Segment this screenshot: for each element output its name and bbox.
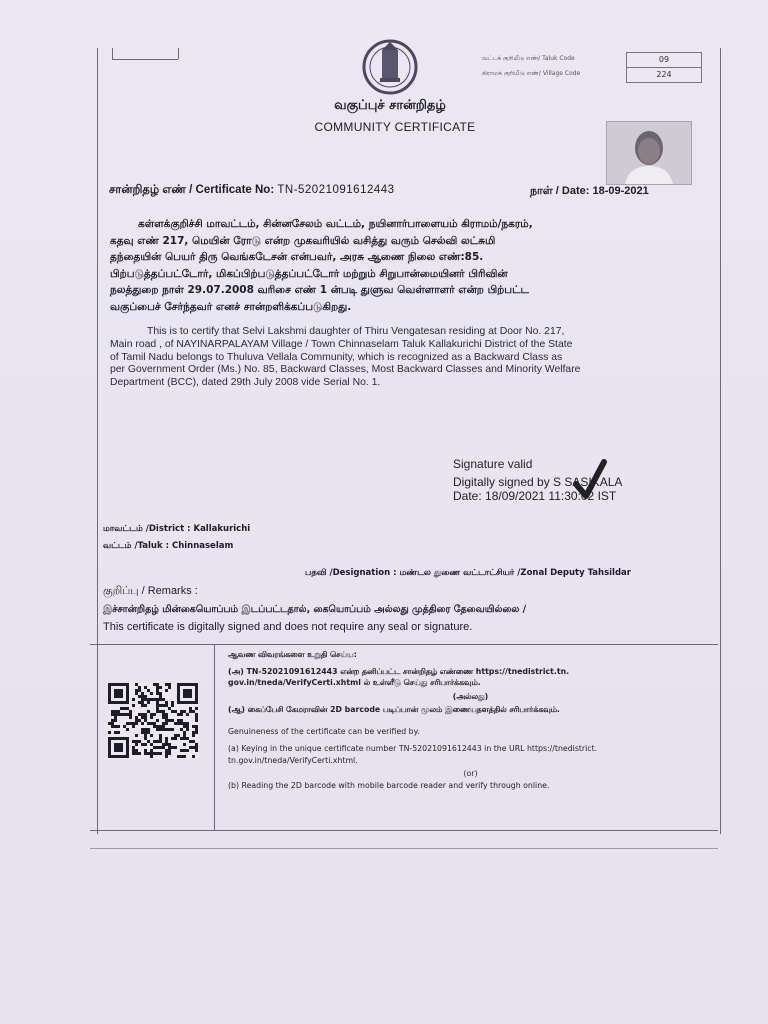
body-english-line: per Government Order (Ms.) No. 85, Backward Classes, Most Backward Classes and Minority Welfare (110, 364, 581, 376)
certificate-number-row (109, 184, 395, 198)
taluk-code-value: 09 (626, 52, 702, 68)
taluk-label: வட்டம் /Taluk : (103, 541, 169, 551)
top-left-tab (112, 48, 113, 59)
body-tamil-line: கதவு எண் 217, மெயின் ரோடு என்ற முகவரியில் வசித்து வரும் செல்வி லட்சுமி (110, 234, 496, 247)
verify-heading-tamil: ஆவண விவரங்களை உறுதி செய்ய: (228, 650, 357, 659)
district-label: மாவட்டம் /District : (103, 524, 191, 534)
date-value: 18-09-2021 (592, 185, 649, 197)
body-english-line: This is to certify that Selvi Lakshmi daughter of Thiru Vengatesan residing at Door No. 217, (147, 326, 565, 337)
verify-a-english-line2: tn.gov.in/tneda/VerifyCerti.xhtml. (228, 755, 358, 765)
top-left-tab-right (178, 48, 179, 59)
verify-a-english-line1: (a) Keying in the unique certificate number TN-52021091612443 in the URL https://tnedistrict. (228, 744, 598, 753)
body-tamil-line: கள்ளக்குறிச்சி மாவட்டம், சின்னசேலம் வட்டம், நயினார்பாளையம் கிராமம்/நகரம், (138, 218, 533, 230)
verify-b-tamil: (ஆ) கைப்பேசி கேமராவின் 2D barcode படிப்பான் மூலம் இணையதளத்தில் சரிபார்க்கவும். (228, 705, 560, 714)
verify-text (228, 649, 713, 791)
body-tamil-line: வகுப்பைச் சேர்ந்தவர் எனச் சான்றளிக்கப்படுகிறது. (110, 300, 352, 313)
body-english (110, 326, 720, 390)
designation-value: மண்டல துணை வட்டாட்சியர் /Zonal Deputy Tahsildar (399, 568, 631, 578)
verify-a-tamil-line1: (அ) TN-52021091612443 என்ற தனிப்பட்ட சான்றிதழ் எண்ணை https://tnedistrict.tn. (228, 666, 570, 676)
date-label: நாள் / Date: (530, 185, 590, 197)
taluk-row (103, 541, 233, 552)
body-tamil (110, 216, 700, 315)
signature-signed-by: Digitally signed by S SASIKALA (453, 475, 623, 489)
verify-heading-english: Genuineness of the certificate can be verified by. (228, 726, 420, 736)
right-border (720, 48, 721, 834)
verify-or-tamil: (அல்லது) (452, 691, 489, 701)
verify-box-divider (214, 644, 215, 830)
qr-code-icon (108, 683, 198, 759)
body-english-line: Department (BCC), dated 29th July 2008 vide Serial No. 1. (110, 377, 381, 389)
district-value: Kallakurichi (193, 524, 251, 534)
verify-a-tamil-line2: gov.in/tneda/VerifyCerti.xhtml ல் உள்ளீடு செய்து சரிபார்க்கவும். (228, 678, 481, 687)
designation-row (305, 568, 715, 579)
taluk-code-label: வட்டக் குறியீடு எண்/ Taluk Code (482, 55, 575, 62)
designation-label: பதவி /Designation : (305, 568, 397, 578)
top-left-tab-base (112, 59, 178, 60)
remarks-tamil: இச்சான்றிதழ் மின்கையொப்பம் இடப்பட்டதால், கையொப்பம் அல்லது முத்திரை தேவையில்லை / (103, 604, 527, 615)
body-tamil-line: பிற்படுத்தப்பட்டோர், மிகப்பிற்படுத்தப்பட்டோர் மற்றும் சிறுபான்மையினர் பிரிவின் (110, 267, 508, 280)
signature-check-icon (572, 458, 608, 502)
village-code-value: 224 (626, 67, 702, 83)
district-row (103, 524, 250, 535)
body-english-line: of Tamil Nadu belongs to Thuluva Vellala Community, which is recognized as a Backward Class as (110, 351, 563, 363)
title-english: COMMUNITY CERTIFICATE (314, 120, 476, 134)
date-row (530, 185, 649, 199)
remarks-english: This certificate is digitally signed and does not require any seal or signature. (103, 621, 473, 633)
title-tamil: வகுப்புச் சான்றிதழ் (334, 98, 446, 113)
body-tamil-line: தந்தையின் பெயர் திரு வெங்கடேசன் என்பவர், அரசு ஆணை நிலை எண்:85. (110, 251, 484, 263)
taluk-value: Chinnaselam (171, 541, 234, 551)
body-tamil-line: நலத்துறை நாள் 29.07.2008 வரிசை எண் 1 ன்படி துளுவ வெள்ளாளர் என்ற பிற்பட்ட (110, 284, 529, 296)
tamil-nadu-emblem-icon (360, 38, 420, 96)
signature-date: Date: 18/09/2021 11:30:02 IST (453, 489, 617, 503)
applicant-photo (606, 121, 692, 185)
village-code-label: கிராமக் குறியீடு எண்/ Village Code (482, 70, 581, 77)
body-english-line: Main road , of NAYINARPALAYAM Village / Town Chinnaselam Taluk Kallakurichi District of the State (110, 338, 573, 350)
verify-b-english: (b) Reading the 2D barcode with mobile barcode reader and verify through online. (228, 780, 550, 790)
bottom-rule (90, 848, 718, 849)
remarks-label: குறிப்பு / Remarks : (103, 585, 198, 597)
certificate-number-value: TN-52021091612443 (277, 184, 395, 196)
left-border (97, 48, 98, 834)
verify-or-english: (or) (463, 769, 478, 778)
certificate-number-label: சான்றிதழ் எண் / Certificate No: (109, 184, 275, 196)
signature-valid-text: Signature valid (453, 457, 533, 471)
verify-box-bottom (90, 830, 718, 831)
verify-box-top (90, 644, 718, 645)
